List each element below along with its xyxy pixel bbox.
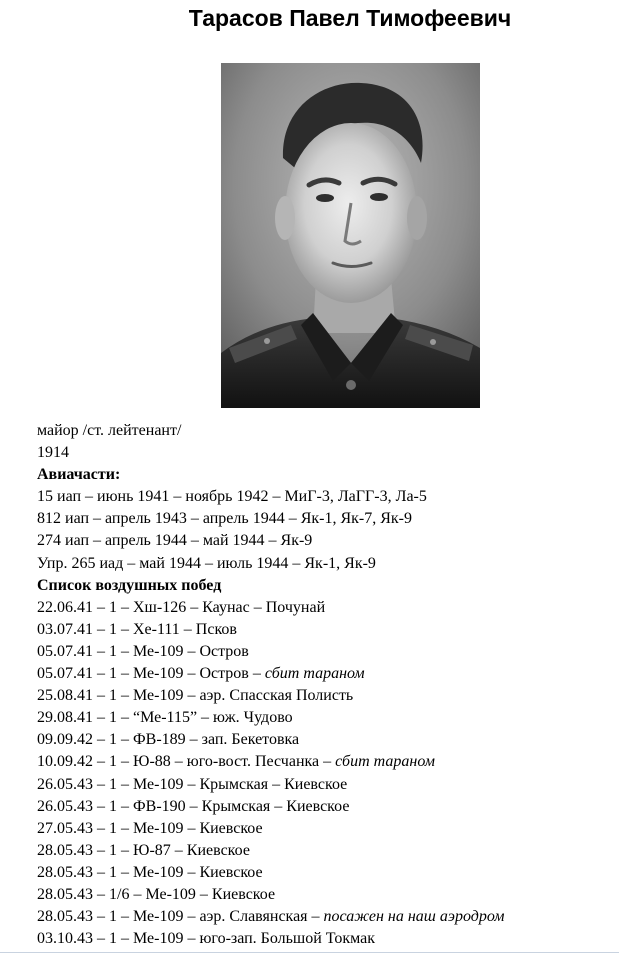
victory-text: 05.07.41 – 1 – Ме-109 – Остров – — [37, 665, 265, 683]
victory-item — [37, 906, 619, 928]
portrait-photo — [221, 63, 480, 408]
victory-item — [37, 884, 619, 906]
victory-item — [37, 796, 619, 818]
victory-item — [37, 862, 619, 884]
bottom-divider — [0, 952, 619, 953]
victory-text: 28.05.43 – 1 – Ме-109 – Киевское — [37, 863, 263, 881]
victory-text: 03.10.43 – 1 – Ме-109 – юго-зап. Большой Токмак — [37, 930, 376, 948]
victory-item — [37, 729, 619, 751]
victories-heading: Список воздушных побед — [37, 576, 222, 594]
victory-item — [37, 597, 619, 619]
unit-item: 812 иап – апрель 1943 – апрель 1944 – Як-1, Як-7, Як-9 — [37, 510, 413, 528]
units-list — [37, 486, 619, 574]
victory-text: 26.05.43 – 1 – Ме-109 – Крымская – Киевское — [37, 775, 348, 793]
victory-text: 22.06.41 – 1 – Хш-126 – Каунас – Почунай — [37, 598, 326, 616]
victories-list — [37, 597, 619, 951]
rank-text: майор /ст. лейтенант/ — [37, 422, 182, 439]
victory-item — [37, 840, 619, 862]
unit-item: Упр. 265 иад – май 1944 – июль 1944 – Як-1, Як-9 — [37, 554, 376, 572]
victory-item — [37, 774, 619, 796]
victory-item — [37, 685, 619, 707]
victory-text: 28.05.43 – 1 – Ме-109 – аэр. Славянская – — [37, 908, 324, 926]
victory-text: 25.08.41 – 1 – Ме-109 – аэр. Спасская Полисть — [37, 687, 354, 705]
victory-text: 26.05.43 – 1 – ФВ-190 – Крымская – Киевское — [37, 797, 350, 815]
victory-note: сбит тараном — [335, 753, 435, 771]
birth-year-text: 1914 — [37, 444, 69, 462]
portrait-illustration — [221, 63, 480, 408]
victory-item — [37, 641, 619, 663]
victory-text: 03.07.41 – 1 – Хе-111 – Псков — [37, 620, 237, 638]
victory-item — [37, 619, 619, 641]
victory-item — [37, 663, 619, 685]
biography-content — [37, 420, 619, 950]
unit-item: 274 иап – апрель 1944 – май 1944 – Як-9 — [37, 532, 313, 550]
victory-item — [37, 751, 619, 773]
page-title: Тарасов Павел Тимофеевич — [188, 5, 512, 31]
unit-item: 15 иап – июнь 1941 – ноябрь 1942 – МиГ-3, ЛаГГ-3, Ла-5 — [37, 488, 427, 506]
victory-item — [37, 707, 619, 729]
victory-note: посажен на наш аэродром — [323, 908, 505, 926]
victory-item — [37, 818, 619, 840]
victory-text: 29.08.41 – 1 – “Ме-115” – юж. Чудово — [37, 709, 293, 727]
victory-item — [37, 928, 619, 950]
victory-text: 28.05.43 – 1 – Ю-87 – Киевское — [37, 841, 250, 859]
victory-text: 09.09.42 – 1 – ФВ-189 – зап. Бекетовка — [37, 731, 300, 749]
units-heading: Авиачасти: — [37, 466, 121, 484]
victory-text: 10.09.42 – 1 – Ю-88 – юго-вост. Песчанка – — [37, 753, 336, 771]
victory-text: 27.05.43 – 1 – Ме-109 – Киевское — [37, 819, 263, 837]
victory-text: 28.05.43 – 1/6 – Ме-109 – Киевское — [37, 885, 276, 903]
victory-note: сбит тараном — [264, 665, 365, 683]
victory-text: 05.07.41 – 1 – Ме-109 – Остров — [37, 642, 249, 660]
